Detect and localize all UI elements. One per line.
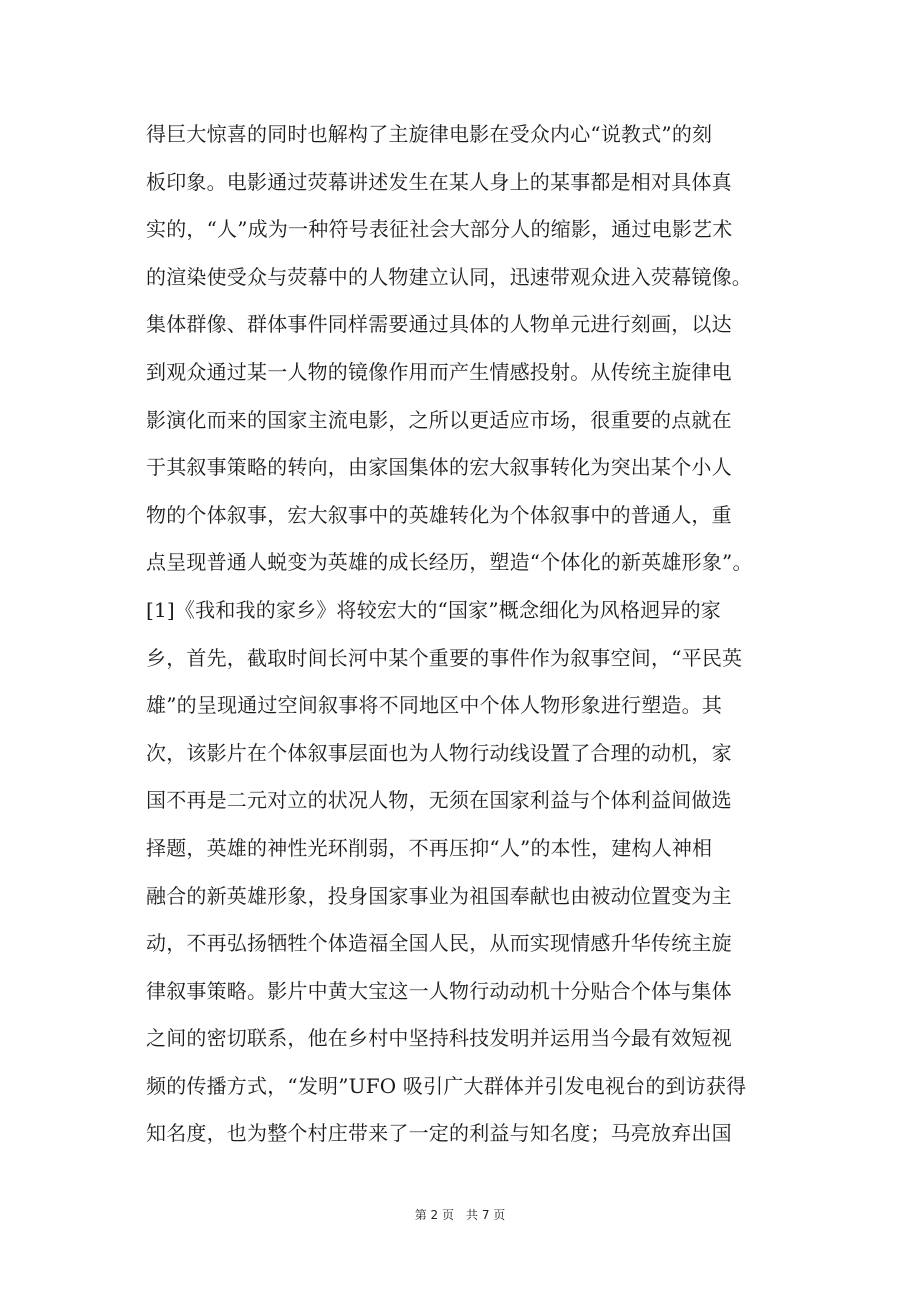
text-line: 物的个体叙事，宏大叙事中的英雄转化为个体叙事中的普通人，重 (146, 502, 732, 527)
text-line: 影演化而来的国家主流电影，之所以更适应市场，很重要的点就在 (146, 407, 732, 432)
text-line: 乡，首先，截取时间长河中某个重要的事件作为叙事空间，“平民英 (146, 645, 743, 670)
text-line: 实的，“人”成为一种符号表征社会大部分人的缩影，通过电影艺术 (146, 217, 733, 242)
text-line: 板印象。电影通过荧幕讲述发生在某人身上的某事都是相对具体真 (146, 169, 732, 194)
text-line: 融合的新英雄形象，投身国家事业为祖国奉献也由被动位置变为主 (146, 883, 732, 908)
page-footer (0, 1206, 920, 1223)
text-line: 点呈现普通人蜕变为英雄的成长经历，塑造“个体化的新英雄形象”。 (146, 550, 753, 575)
text-line: 次，该影片在个体叙事层面也为人物行动线设置了合理的动机，家 (146, 740, 732, 765)
page-number: 第 2 页 共 7 页 (414, 1208, 506, 1222)
text-line: 择题，英雄的神性光环削弱，不再压抑“人”的本性，建构人神相 (146, 835, 713, 860)
text-line: 到观众通过某一人物的镜像作用而产生情感投射。从传统主旋律电 (146, 359, 732, 384)
text-line: 动，不再弘扬牺牲个体造福全国人民，从而实现情感升华传统主旋 (146, 931, 732, 956)
text-line: 之间的密切联系，他在乡村中坚持科技发明并运用当今最有效短视 (146, 1026, 732, 1051)
text-line: 雄”的呈现通过空间叙事将不同地区中个体人物形象进行塑造。其 (146, 693, 723, 718)
text-line: [1]《我和我的家乡》将较宏大的“国家”概念细化为风格迥异的家 (146, 597, 721, 622)
text-line: 于其叙事策略的转向，由家国集体的宏大叙事转化为突出某个小人 (146, 455, 732, 480)
text-line: 的渲染使受众与荧幕中的人物建立认同，迅速带观众进入荧幕镜像。 (146, 264, 752, 289)
text-line: 频的传播方式，“发明”UFO 吸引广大群体并引发电视台的到访获得 (146, 1073, 747, 1098)
body-text (146, 111, 786, 1158)
text-line: 国不再是二元对立的状况人物，无须在国家利益与个体利益间做选 (146, 788, 732, 813)
text-line: 集体群像、群体事件同样需要通过具体的人物单元进行刻画，以达 (146, 312, 732, 337)
text-line: 知名度，也为整个村庄带来了一定的利益与知名度；马亮放弃出国 (146, 1121, 732, 1146)
text-line: 得巨大惊喜的同时也解构了主旋律电影在受众内心“说教式”的刻 (146, 122, 713, 146)
text-line: 律叙事策略。影片中黄大宝这一人物行动动机十分贴合个体与集体 (146, 978, 732, 1003)
